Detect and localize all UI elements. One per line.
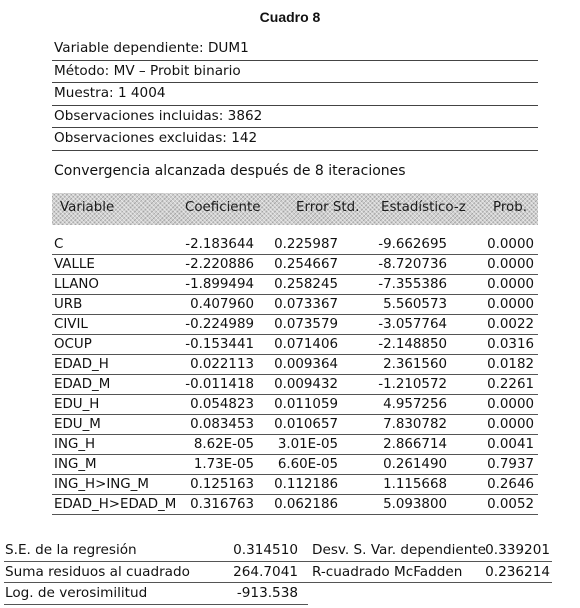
meta-sample: Muestra: 1 4004: [52, 83, 538, 106]
cell-z-statistic: 5.560573: [383, 297, 447, 312]
cell-variable: CIVIL: [54, 317, 88, 332]
cell-variable: ING_H: [54, 437, 96, 452]
cell-probability: 0.2261: [487, 377, 534, 392]
meta-method: Método: MV – Probit binario: [52, 61, 538, 84]
cell-probability: 0.0000: [487, 277, 534, 292]
stat-label-2: R-cuadrado McFadden: [312, 563, 463, 580]
cell-z-statistic: -9.662695: [378, 237, 447, 252]
cell-std-error: 3.01E-05: [277, 437, 338, 452]
table-row: [52, 475, 538, 495]
cell-variable: EDAD_H: [54, 357, 109, 372]
table-row: [52, 415, 538, 435]
stats-row: [4, 562, 552, 584]
cell-z-statistic: 1.115668: [383, 477, 447, 492]
cell-coefficient: -0.224989: [185, 317, 254, 332]
cell-std-error: 0.254667: [274, 257, 338, 272]
meta-included-observations: Observaciones incluidas: 3862: [52, 106, 538, 129]
table-row: [52, 375, 538, 395]
cell-std-error: 0.009432: [274, 377, 338, 392]
cell-coefficient: 8.62E-05: [193, 437, 254, 452]
header-z-statistic: Estadístico-z: [381, 200, 466, 215]
cell-std-error: 0.073579: [274, 317, 338, 332]
cell-coefficient: -2.220886: [185, 257, 254, 272]
cell-z-statistic: 4.957256: [383, 397, 447, 412]
summary-stats: [4, 540, 552, 605]
table-row: [52, 315, 538, 335]
table-row: [52, 435, 538, 455]
cell-variable: EDAD_M: [54, 377, 111, 392]
cell-probability: 0.0000: [487, 297, 534, 312]
cell-probability: 0.0000: [487, 417, 534, 432]
stat-value-2: 0.236214: [485, 563, 550, 580]
cell-probability: 0.0041: [487, 437, 534, 452]
cell-coefficient: 0.316763: [190, 497, 254, 512]
page-title: Cuadro 8: [259, 9, 321, 25]
cell-variable: OCUP: [54, 337, 92, 352]
cell-coefficient: 0.022113: [190, 357, 254, 372]
cell-variable: ING_H>ING_M: [54, 477, 149, 492]
stats-row: [4, 583, 308, 605]
cell-variable: EDAD_H>EDAD_M: [54, 497, 177, 512]
meta-excluded-observations: Observaciones excluidas: 142: [52, 128, 538, 151]
cell-coefficient: 0.407960: [190, 297, 254, 312]
header-probability: Prob.: [493, 200, 527, 215]
cell-z-statistic: -7.355386: [378, 277, 447, 292]
cell-probability: 0.0022: [487, 317, 534, 332]
table-row: [52, 355, 538, 375]
convergence-note: Convergencia alcanzada después de 8 iteraciones: [54, 163, 406, 179]
cell-coefficient: 1.73E-05: [193, 457, 254, 472]
cell-coefficient: 0.054823: [190, 397, 254, 412]
cell-std-error: 6.60E-05: [277, 457, 338, 472]
cell-std-error: 0.010657: [274, 417, 338, 432]
cell-variable: C: [54, 237, 64, 252]
cell-probability: 0.0182: [487, 357, 534, 372]
cell-coefficient: -0.153441: [185, 337, 254, 352]
cell-coefficient: -0.011418: [185, 377, 254, 392]
cell-z-statistic: -3.057764: [378, 317, 447, 332]
cell-probability: 0.0316: [487, 337, 534, 352]
table-row: [52, 235, 538, 255]
cell-std-error: 0.258245: [274, 277, 338, 292]
cell-variable: EDU_H: [54, 397, 100, 412]
cell-probability: 0.0000: [487, 237, 534, 252]
cell-coefficient: -2.183644: [185, 237, 254, 252]
cell-coefficient: -1.899494: [185, 277, 254, 292]
cell-z-statistic: 7.830782: [383, 417, 447, 432]
table-row: [52, 295, 538, 315]
cell-z-statistic: 0.261490: [383, 457, 447, 472]
meta-info-block: [52, 38, 538, 151]
stats-row: [4, 540, 552, 562]
table-row: [52, 455, 538, 475]
cell-variable: ING_M: [54, 457, 97, 472]
stat-value: 0.314510: [233, 542, 298, 558]
header-std-error: Error Std.: [296, 200, 360, 215]
stat-label: Log. de verosimilitud: [5, 585, 148, 601]
cell-z-statistic: -8.720736: [378, 257, 447, 272]
cell-coefficient: 0.083453: [190, 417, 254, 432]
stat-value-2: 0.339201: [485, 542, 550, 558]
stat-label-2: Desv. S. Var. dependiente: [312, 542, 487, 558]
stat-value: 264.7041: [233, 563, 298, 580]
cell-std-error: 0.073367: [274, 297, 338, 312]
cell-z-statistic: 2.361560: [383, 357, 447, 372]
cell-std-error: 0.071406: [274, 337, 338, 352]
meta-dependent-variable: Variable dependiente: DUM1: [52, 38, 538, 61]
cell-std-error: 0.009364: [274, 357, 338, 372]
cell-variable: LLANO: [54, 277, 99, 292]
header-coefficient: Coeficiente: [185, 200, 261, 215]
table-header: [52, 193, 538, 225]
table-row: [52, 275, 538, 295]
cell-z-statistic: 2.866714: [383, 437, 447, 452]
cell-probability: 0.0000: [487, 397, 534, 412]
cell-probability: 0.7937: [487, 457, 534, 472]
cell-z-statistic: 5.093800: [383, 497, 447, 512]
cell-probability: 0.2646: [487, 477, 534, 492]
cell-std-error: 0.011059: [274, 397, 338, 412]
cell-coefficient: 0.125163: [190, 477, 254, 492]
table-row: [52, 395, 538, 415]
cell-variable: URB: [54, 297, 83, 312]
table-row: [52, 335, 538, 355]
cell-z-statistic: -1.210572: [378, 377, 447, 392]
stat-value: -913.538: [236, 585, 298, 601]
header-variable: Variable: [60, 200, 115, 215]
cell-std-error: 0.112186: [274, 477, 338, 492]
cell-std-error: 0.062186: [274, 497, 338, 512]
stat-label: Suma residuos al cuadrado: [5, 563, 190, 580]
cell-z-statistic: -2.148850: [378, 337, 447, 352]
cell-probability: 0.0052: [487, 497, 534, 512]
cell-probability: 0.0000: [487, 257, 534, 272]
cell-std-error: 0.225987: [274, 237, 338, 252]
cell-variable: VALLE: [54, 257, 95, 272]
table-row: [52, 495, 538, 515]
cell-variable: EDU_M: [54, 417, 101, 432]
table-row: [52, 255, 538, 275]
stat-label: S.E. de la regresión: [5, 542, 137, 558]
table-body: [52, 235, 538, 515]
